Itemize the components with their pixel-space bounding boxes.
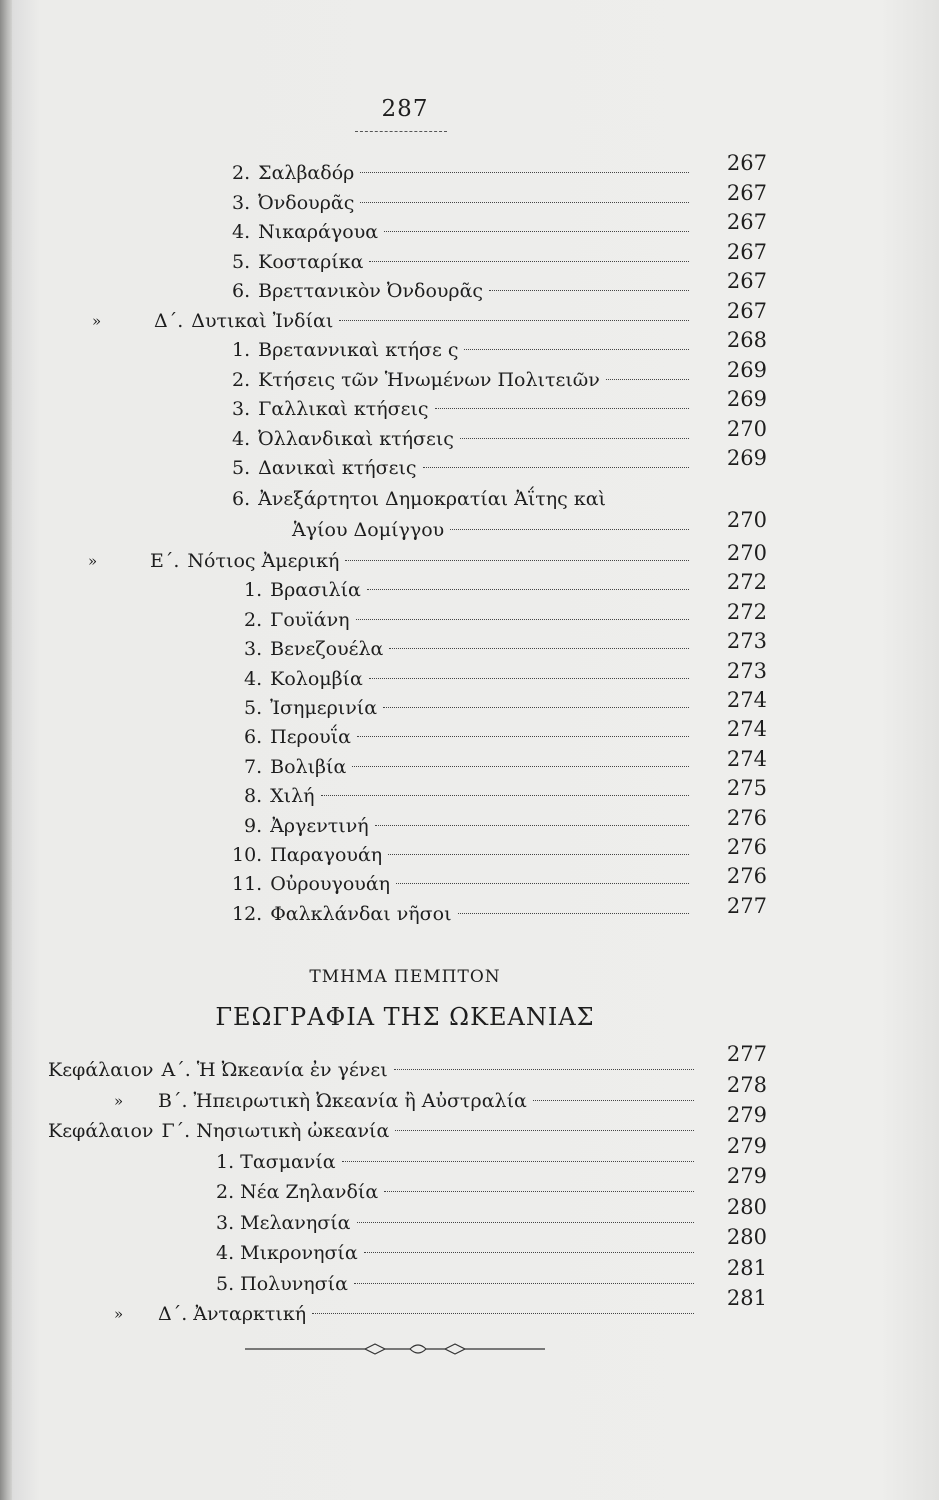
entry-page: 277 <box>726 893 767 918</box>
entry-number: 11. <box>232 873 263 896</box>
toc-entry <box>216 1238 700 1268</box>
toc-entry <box>232 899 695 929</box>
toc-entry <box>232 365 695 395</box>
dot-leader <box>375 825 689 826</box>
dot-leader <box>533 1100 694 1101</box>
toc-entry <box>216 1177 700 1207</box>
toc-entry-line1 <box>232 484 606 514</box>
entry-title: Βρεττανικὸν Ὀνδουρᾶς <box>258 280 484 302</box>
toc-entry <box>232 335 695 365</box>
entry-title: Ὀνδουρᾶς <box>258 191 355 214</box>
toc-entry <box>48 1116 700 1146</box>
toc-entry <box>244 664 695 694</box>
entry-title: Χιλή <box>270 785 315 808</box>
dot-leader <box>460 438 689 439</box>
toc-entry <box>88 546 695 576</box>
entry-title: Βρεταννικαὶ κτήσε ς <box>258 339 459 361</box>
entry-page: 276 <box>726 805 767 830</box>
entry-title: Τασμανία <box>240 1150 336 1173</box>
entry-page: 281 <box>726 1286 767 1310</box>
entry-number: 10. <box>232 844 263 866</box>
toc-entry <box>232 188 695 218</box>
closing-ornament <box>245 1342 545 1356</box>
entry-number: 1. <box>244 579 263 602</box>
entry-title: Κολομβία <box>270 667 363 690</box>
entry-page: 275 <box>726 776 767 801</box>
dot-leader <box>458 913 689 914</box>
entry-marker: » <box>92 311 102 330</box>
toc-entry <box>92 306 695 336</box>
entry-title-line2: Ἁγίου Δομίγγου <box>292 519 445 541</box>
entry-page: 281 <box>726 1255 767 1280</box>
toc-entry <box>114 1299 700 1329</box>
entry-page: 279 <box>726 1164 767 1188</box>
entry-number: 1. <box>232 339 251 361</box>
entry-title: Κοσταρίκα <box>258 250 364 273</box>
toc-entry <box>232 276 695 306</box>
entry-page: 268 <box>726 328 767 352</box>
entry-number: 7. <box>244 755 263 778</box>
entry-page: 276 <box>726 864 767 889</box>
entry-number: 4. <box>232 221 251 243</box>
entry-title: Πολυνησία <box>240 1272 348 1295</box>
toc-entry <box>244 752 695 782</box>
entry-page: 267 <box>726 298 767 323</box>
entry-page: 272 <box>726 599 767 624</box>
entry-page: 269 <box>726 357 767 382</box>
dot-leader <box>450 529 689 530</box>
entry-page: 267 <box>726 239 767 264</box>
dot-leader <box>489 290 689 291</box>
dot-leader <box>389 648 689 649</box>
entry-title: Μικρονησία <box>240 1242 358 1264</box>
entry-marker: » <box>114 1305 124 1323</box>
entry-page: 274 <box>726 746 767 771</box>
dot-leader <box>357 1222 695 1223</box>
entry-title: Μελανησία <box>240 1211 351 1234</box>
entry-number: 2. <box>232 368 251 391</box>
entry-page: 270 <box>726 541 767 565</box>
entry-number: 5. <box>244 697 263 719</box>
entry-number: 3. <box>216 1211 235 1234</box>
dot-leader <box>606 379 689 380</box>
dot-leader <box>364 1252 694 1253</box>
entry-number: 2. <box>232 162 251 184</box>
entry-title: Βενεζουέλα <box>270 638 384 661</box>
entry-title: Ὀλλανδικαὶ κτήσεις <box>258 427 454 450</box>
dot-leader <box>369 261 689 262</box>
entry-title: Ἀνταρκτική <box>193 1303 307 1325</box>
entry-page: 274 <box>726 717 767 742</box>
dot-leader <box>384 231 689 232</box>
entry-title: Βρασιλία <box>270 579 361 602</box>
entry-title: Δυτικαὶ Ἰνδίαι <box>191 309 334 332</box>
dot-leader <box>321 795 689 796</box>
entry-page: 270 <box>726 508 767 532</box>
toc-entry <box>216 1208 700 1238</box>
entry-number: Β΄. <box>158 1089 188 1112</box>
entry-number: 12. <box>232 902 263 925</box>
entry-page: 269 <box>726 387 767 411</box>
entry-title: Σαλβαδόρ <box>258 162 355 184</box>
entry-number: 6. <box>232 280 251 302</box>
entry-title: Περουΐα <box>270 726 351 749</box>
dot-leader <box>395 1130 694 1131</box>
toc-entry <box>244 634 695 664</box>
entry-number: 5. <box>232 457 251 479</box>
toc-entry <box>48 1055 700 1085</box>
entry-title: Φαλκλάνδαι νῆσοι <box>270 902 452 925</box>
entry-number: 4. <box>232 427 251 450</box>
entry-title: Παραγουάη <box>270 844 383 866</box>
toc-entry <box>216 1269 700 1299</box>
entry-number: 6. <box>244 726 263 749</box>
entry-number: 3. <box>244 638 263 661</box>
entry-page: 273 <box>726 629 767 654</box>
entry-page: 279 <box>726 1133 767 1158</box>
toc-entry <box>232 247 695 277</box>
dot-leader <box>464 349 689 350</box>
dot-leader <box>354 1283 694 1284</box>
dot-leader <box>352 766 689 767</box>
toc-entry <box>232 158 695 188</box>
entry-number: 5. <box>232 250 251 273</box>
toc-entry <box>114 1086 700 1116</box>
entry-page: 279 <box>726 1103 767 1127</box>
entry-page: 267 <box>726 151 767 175</box>
entry-title: Νικαράγουα <box>258 221 379 243</box>
toc-entry <box>232 217 695 247</box>
entry-number: 3. <box>232 191 251 214</box>
entry-number: 2. <box>216 1181 235 1203</box>
entry-title: Ἀργεντινή <box>270 814 369 837</box>
entry-title: Νέα Ζηλανδία <box>240 1181 379 1203</box>
page-number: 287 <box>381 96 429 122</box>
dot-leader <box>367 589 689 590</box>
section-label: ΤΜΗΜΑ ΠΕΜΠΤΟΝ <box>309 967 501 987</box>
entry-number: Γ΄. <box>161 1120 191 1142</box>
dot-leader <box>339 320 689 321</box>
dot-leader <box>369 678 689 679</box>
entry-title: Νησιωτικὴ ὠκεανία <box>196 1120 390 1142</box>
entry-number: 5. <box>216 1272 235 1295</box>
dot-leader <box>360 202 689 203</box>
entry-title: Ἠπειρωτικὴ Ὠκεανία ἢ Αὐστραλία <box>193 1089 527 1112</box>
entry-number: Δ΄. <box>158 1303 188 1325</box>
dot-leader <box>356 619 689 620</box>
entry-number: 6. <box>232 488 251 510</box>
entry-title: Οὐρουγουάη <box>270 873 391 896</box>
toc-entry <box>244 693 695 723</box>
entry-title: Νότιος Ἀμερική <box>187 550 340 572</box>
entry-title: Ἰσημερινία <box>270 697 378 719</box>
dot-leader <box>345 560 689 561</box>
entry-page: 267 <box>726 180 767 205</box>
entry-marker: » <box>114 1091 124 1110</box>
dot-leader <box>360 172 689 173</box>
toc-entry <box>244 722 695 752</box>
page-binding-edge <box>0 0 12 1500</box>
dot-leader <box>384 1191 694 1192</box>
entry-page: 280 <box>726 1194 767 1219</box>
entry-page: 273 <box>726 658 767 683</box>
toc-entry <box>216 1147 700 1177</box>
entry-title: Δανικαὶ κτήσεις <box>258 457 417 479</box>
entry-page: 272 <box>726 570 767 595</box>
entry-page: 274 <box>726 688 767 712</box>
entry-page: 278 <box>726 1072 767 1097</box>
entry-number: 8. <box>244 785 263 808</box>
dot-leader <box>423 467 689 468</box>
entry-page: 280 <box>726 1225 767 1249</box>
dot-leader <box>394 1069 694 1070</box>
toc-entry <box>232 869 695 899</box>
entry-number: Δ΄. <box>154 309 184 332</box>
toc-entry <box>232 424 695 454</box>
dot-leader <box>357 736 689 737</box>
toc-entry-line2 <box>292 515 695 545</box>
entry-title: Βολιβία <box>270 755 347 778</box>
toc-entry <box>244 605 695 635</box>
entry-number: 3. <box>232 398 251 420</box>
entry-number: 2. <box>244 608 263 631</box>
entry-number: 4. <box>244 667 263 690</box>
entry-marker: » <box>88 552 98 570</box>
toc-entry <box>232 840 695 870</box>
entry-page: 267 <box>726 269 767 293</box>
entry-title-line1: Ἀνεξάρτητοι Δημοκρατίαι Ἀΐτης καὶ <box>258 488 607 510</box>
dot-leader <box>388 854 689 855</box>
entry-number: 9. <box>244 814 263 837</box>
chapter-lead: Κεφάλαιον <box>48 1059 154 1081</box>
entry-page: 277 <box>726 1042 767 1066</box>
entry-number: 4. <box>216 1242 235 1264</box>
toc-entry <box>244 781 695 811</box>
toc-entry <box>232 453 695 483</box>
dot-leader <box>383 707 689 708</box>
dot-leader <box>396 883 689 884</box>
dot-leader <box>312 1313 694 1314</box>
toc-entry <box>232 394 695 424</box>
entry-number: Ε΄. <box>150 550 180 572</box>
entry-title: Ἡ Ὠκεανία ἐν γένει <box>196 1059 388 1081</box>
entry-page: 276 <box>726 835 767 859</box>
section-title: ΓΕΩΓΡΑΦΙΑ ΤΗΣ ΩΚΕΑΝΙΑΣ <box>215 1003 595 1031</box>
entry-title: Γουϊάνη <box>270 608 350 631</box>
entry-page: 269 <box>726 446 767 470</box>
header-rule <box>355 131 447 132</box>
chapter-lead: Κεφάλαιον <box>48 1120 154 1142</box>
toc-entry <box>244 575 695 605</box>
dot-leader <box>435 408 689 409</box>
entry-number: Α΄. <box>161 1059 191 1081</box>
toc-entry <box>244 811 695 841</box>
entry-title: Κτήσεις τῶν Ἡνωμένων Πολιτειῶν <box>258 368 600 391</box>
entry-page: 270 <box>726 416 767 441</box>
dot-leader <box>342 1161 694 1162</box>
entry-page: 267 <box>726 210 767 234</box>
entry-title: Γαλλικαὶ κτήσεις <box>258 398 429 420</box>
entry-number: 1. <box>216 1150 235 1173</box>
